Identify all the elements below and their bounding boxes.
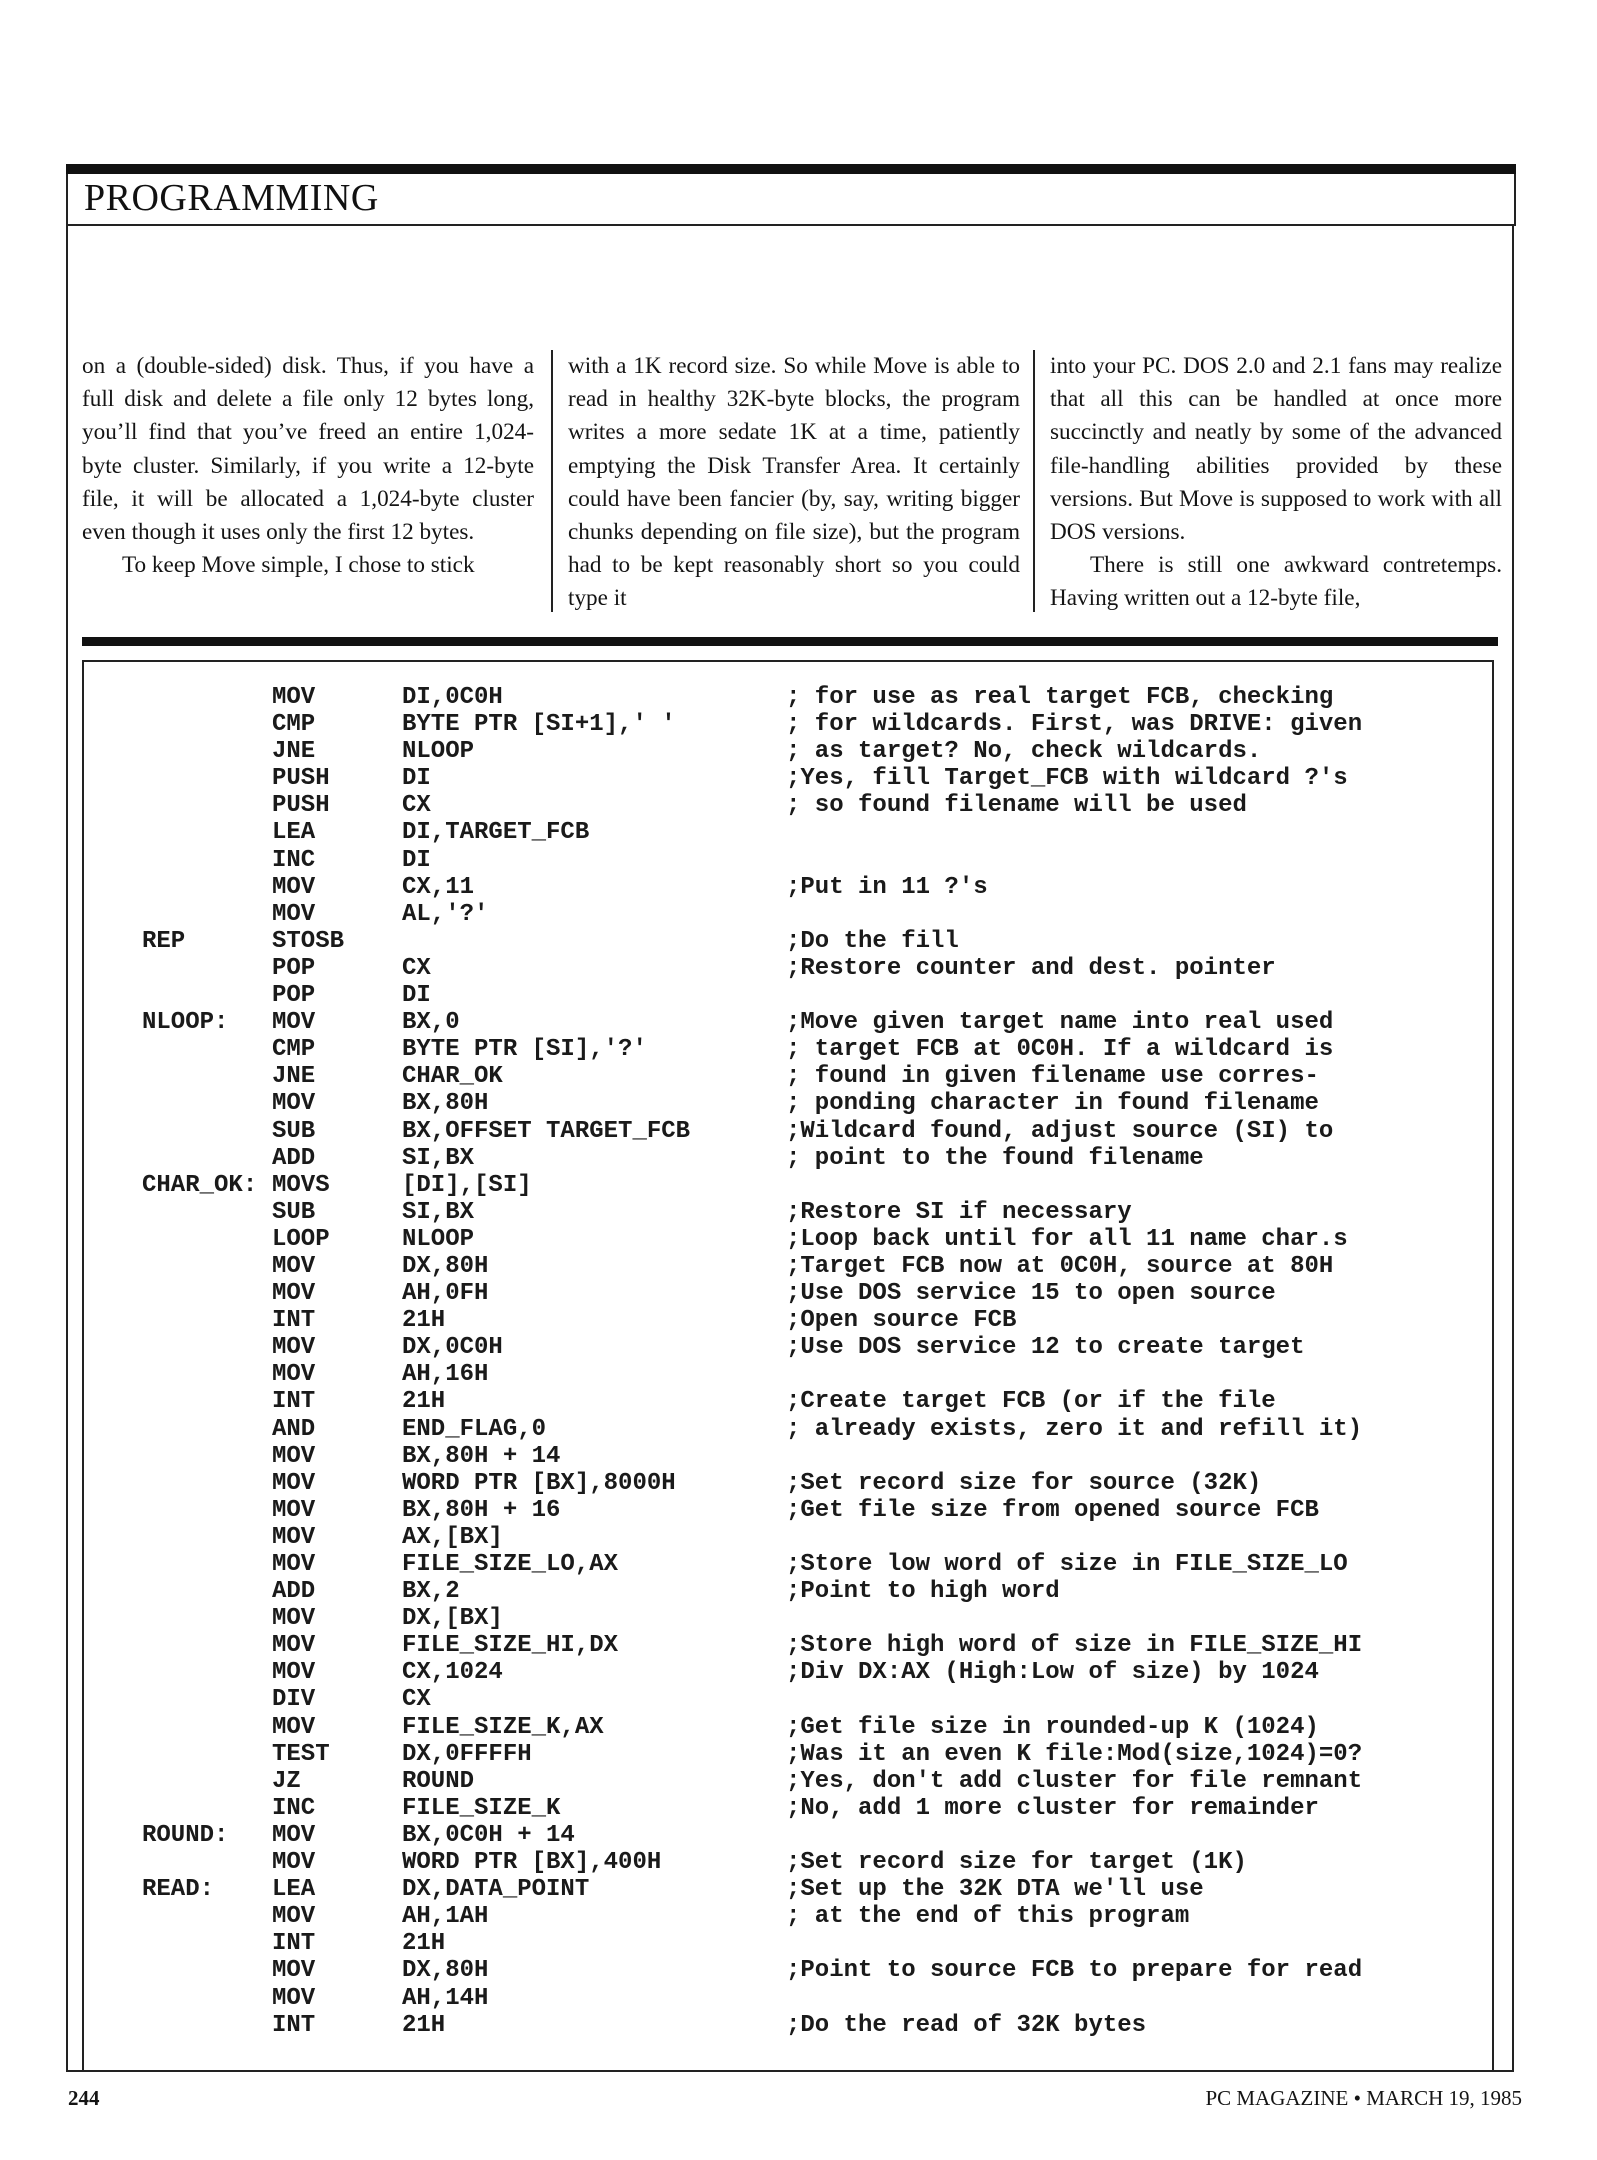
code-operand: AH,1AH	[402, 1903, 489, 1931]
code-operand: DX,[BX]	[402, 1605, 503, 1633]
code-opcode: SUB	[272, 1117, 316, 1145]
publication-footer: PC MAGAZINE • MARCH 19, 1985	[1205, 2086, 1522, 2110]
code-operand: BX,0	[402, 1009, 460, 1037]
code-label	[142, 1795, 272, 1822]
code-comment: ; for wildcards. First, was DRIVE: given	[786, 711, 1363, 739]
code-label	[142, 1524, 272, 1551]
code-label	[142, 1226, 272, 1253]
code-line	[142, 1036, 1482, 1063]
code-comment: ; ponding character in found filename	[786, 1090, 1319, 1118]
column-paragraph: into your PC. DOS 2.0 and 2.1 fans may realize that all this can be handled at once more succinctly and neatly by some of the advanced file-handling abilities provided by these versions. But Move is supposed to work with all DOS versions.	[1050, 353, 1502, 546]
code-comment: ; for use as real target FCB, checking	[786, 684, 1334, 711]
code-operand: BX,2	[402, 1578, 460, 1606]
code-label	[142, 1903, 272, 1930]
code-opcode: MOV	[272, 1821, 316, 1849]
code-opcode: MOV	[272, 1849, 316, 1877]
code-line	[142, 1985, 1482, 2012]
code-line	[142, 1686, 1482, 1713]
code-comment	[786, 1524, 1482, 1551]
code-label	[142, 874, 272, 901]
code-label	[142, 847, 272, 874]
code-comment: ;Store high word of size in FILE_SIZE_HI	[786, 1632, 1363, 1660]
code-comment: ;Use DOS service 15 to open source	[786, 1280, 1276, 1308]
code-opcode: ADD	[272, 1578, 316, 1606]
code-label	[142, 1388, 272, 1415]
code-opcode: MOV	[272, 1605, 316, 1633]
code-comment: ; as target? No, check wildcards.	[786, 738, 1262, 766]
code-label	[142, 1090, 272, 1117]
code-line	[142, 1876, 1482, 1903]
code-comment: ;Move given target name into real used	[786, 1009, 1334, 1037]
code-label: REP	[142, 927, 186, 955]
code-operand: CX,1024	[402, 1659, 503, 1687]
code-opcode: MOV	[272, 1523, 316, 1551]
code-label	[142, 1145, 272, 1172]
code-operand: DI	[402, 765, 431, 793]
code-label	[142, 1957, 272, 1984]
code-line	[142, 2012, 1482, 2039]
code-line	[142, 1524, 1482, 1551]
code-operand: CX	[402, 792, 431, 820]
code-operand: 21H	[402, 1307, 446, 1335]
code-line	[142, 1714, 1482, 1741]
code-label	[142, 765, 272, 792]
code-label	[142, 901, 272, 928]
code-comment	[786, 1443, 1482, 1470]
code-comment: ;Do the read of 32K bytes	[786, 2011, 1147, 2039]
code-operand: 21H	[402, 2011, 446, 2039]
code-opcode: MOV	[272, 1903, 316, 1931]
code-line	[142, 1957, 1482, 1984]
code-comment: ;Target FCB now at 0C0H, source at 80H	[786, 1252, 1334, 1280]
code-line	[142, 982, 1482, 1009]
code-listing-box	[82, 660, 1494, 2072]
code-comment: ;Restore SI if necessary	[786, 1198, 1132, 1226]
code-comment: ; so found filename will be used	[786, 792, 1247, 820]
code-line	[142, 1443, 1482, 1470]
code-opcode: MOVS	[272, 1171, 330, 1199]
code-label	[142, 1036, 272, 1063]
code-line	[142, 1470, 1482, 1497]
code-comment	[786, 1985, 1482, 2012]
code-label	[142, 1307, 272, 1334]
code-operand: SI,BX	[402, 1198, 475, 1226]
code-label	[142, 955, 272, 982]
code-operand: AH,16H	[402, 1361, 489, 1389]
code-line	[142, 1578, 1482, 1605]
code-label: ROUND:	[142, 1821, 229, 1849]
code-opcode: MOV	[272, 1957, 316, 1985]
code-operand: NLOOP	[402, 738, 475, 766]
code-comment	[786, 1686, 1482, 1713]
code-comment: ;Do the fill	[786, 927, 959, 955]
code-operand: DX,DATA_POINT	[402, 1876, 590, 1904]
code-comment: ; already exists, zero it and refill it)	[786, 1415, 1363, 1443]
code-comment: ;Use DOS service 12 to create target	[786, 1334, 1305, 1362]
code-opcode: CMP	[272, 711, 316, 739]
code-comment	[786, 847, 1482, 874]
code-line	[142, 684, 1482, 711]
column-divider-1	[551, 350, 553, 612]
code-operand: AL,'?'	[402, 900, 489, 928]
code-line	[142, 928, 1482, 955]
code-opcode: ADD	[272, 1144, 316, 1172]
code-opcode: INC	[272, 846, 316, 874]
code-operand	[402, 928, 786, 955]
code-comment: ;Yes, don't add cluster for file remnant	[786, 1767, 1363, 1795]
code-comment: ;Wildcard found, adjust source (SI) to	[786, 1117, 1334, 1145]
code-opcode: AND	[272, 1415, 316, 1443]
page-number: 244	[68, 2086, 100, 2110]
code-opcode: MOV	[272, 1984, 316, 2012]
code-comment: ;Create target FCB (or if the file	[786, 1388, 1276, 1416]
code-line	[142, 765, 1482, 792]
code-comment	[786, 1605, 1482, 1632]
column-paragraph: There is still one awkward contretemps. Having written out a 12-byte file,	[1050, 552, 1502, 612]
code-opcode: MOV	[272, 1659, 316, 1687]
code-operand: AX,[BX]	[402, 1523, 503, 1551]
code-comment	[786, 1930, 1482, 1957]
code-opcode: MOV	[272, 1252, 316, 1280]
code-comment	[786, 1361, 1482, 1388]
code-line	[142, 1226, 1482, 1253]
code-opcode: DIV	[272, 1686, 316, 1714]
top-rule	[66, 164, 1516, 174]
code-operand: CX	[402, 954, 431, 982]
code-label	[142, 1253, 272, 1280]
code-comment: ; point to the found filename	[786, 1144, 1204, 1172]
code-operand: CX	[402, 1686, 431, 1714]
code-opcode: JNE	[272, 1063, 316, 1091]
code-opcode: MOV	[272, 900, 316, 928]
code-comment: ;Get file size from opened source FCB	[786, 1496, 1319, 1524]
code-operand: DI	[402, 982, 431, 1010]
code-label	[142, 1118, 272, 1145]
code-label	[142, 1280, 272, 1307]
code-opcode: INT	[272, 2011, 316, 2039]
code-label	[142, 1361, 272, 1388]
code-line	[142, 1768, 1482, 1795]
code-operand: END_FLAG,0	[402, 1415, 547, 1443]
code-operand: NLOOP	[402, 1225, 475, 1253]
code-operand: AH,0FH	[402, 1280, 489, 1308]
code-comment: ;Open source FCB	[786, 1307, 1017, 1335]
code-operand: DI,0C0H	[402, 684, 503, 711]
code-label	[142, 1334, 272, 1361]
code-comment: ;Set record size for source (32K)	[786, 1469, 1262, 1497]
code-line	[142, 1361, 1482, 1388]
code-line	[142, 1090, 1482, 1117]
code-label	[142, 1578, 272, 1605]
code-comment: ;Point to source FCB to prepare for read	[786, 1957, 1363, 1985]
code-opcode: MOV	[272, 1280, 316, 1308]
code-line	[142, 1822, 1482, 1849]
code-opcode: LOOP	[272, 1225, 330, 1253]
code-line	[142, 1118, 1482, 1145]
code-operand: FILE_SIZE_K,AX	[402, 1713, 604, 1741]
code-operand: BX,80H	[402, 1090, 489, 1118]
code-line	[142, 847, 1482, 874]
code-line	[142, 1795, 1482, 1822]
code-line	[142, 1903, 1482, 1930]
code-comment	[786, 819, 1482, 846]
code-opcode: TEST	[272, 1740, 330, 1768]
code-comment: ; at the end of this program	[786, 1903, 1190, 1931]
code-operand: DX,0C0H	[402, 1334, 503, 1362]
code-comment	[786, 1822, 1482, 1849]
code-line	[142, 1253, 1482, 1280]
code-label	[142, 1768, 272, 1795]
code-label	[142, 711, 272, 738]
code-opcode: MOV	[272, 1361, 316, 1389]
code-operand: BX,80H + 16	[402, 1496, 561, 1524]
code-opcode: CMP	[272, 1036, 316, 1064]
code-comment: ;Point to high word	[786, 1578, 1060, 1606]
column-paragraph: with a 1K record size. So while Move is able to read in healthy 32K-byte blocks, the program writes a more sedate 1K at a time, patiently emptying the Disk Transfer Area. It certainly could have been fancier (by, say, writing bigger chunks depending on file size), but the program had to be kept reasonably short so you could type it	[568, 353, 1020, 612]
code-comment	[786, 1172, 1482, 1199]
code-comment: ;Yes, fill Target_FCB with wildcard ?'s	[786, 765, 1348, 793]
code-operand: BX,0C0H + 14	[402, 1821, 575, 1849]
code-line	[142, 1741, 1482, 1768]
code-line	[142, 1659, 1482, 1686]
code-opcode: MOV	[272, 1334, 316, 1362]
frame-right-border	[1512, 226, 1514, 2070]
code-operand: CX,11	[402, 873, 475, 901]
code-opcode: MOV	[272, 1551, 316, 1578]
code-opcode: POP	[272, 954, 316, 982]
code-line	[142, 1551, 1482, 1578]
code-line	[142, 1009, 1482, 1036]
code-label	[142, 1470, 272, 1497]
code-label	[142, 982, 272, 1009]
code-operand: CHAR_OK	[402, 1063, 503, 1091]
code-operand: FILE_SIZE_K	[402, 1794, 561, 1822]
code-label	[142, 1605, 272, 1632]
code-label	[142, 684, 272, 711]
code-opcode: PUSH	[272, 765, 330, 793]
code-label	[142, 1063, 272, 1090]
code-operand: WORD PTR [BX],400H	[402, 1849, 662, 1877]
code-line	[142, 1280, 1482, 1307]
code-label	[142, 1632, 272, 1659]
code-opcode: INC	[272, 1794, 316, 1822]
code-line	[142, 874, 1482, 901]
frame-left-border	[66, 226, 68, 2070]
code-label	[142, 819, 272, 846]
code-opcode: MOV	[272, 1469, 316, 1497]
code-line	[142, 1199, 1482, 1226]
code-line	[142, 1307, 1482, 1334]
code-label	[142, 1497, 272, 1524]
code-comment: ; target FCB at 0C0H. If a wildcard is	[786, 1036, 1334, 1064]
code-label	[142, 1659, 272, 1686]
code-comment: ;Set record size for target (1K)	[786, 1849, 1247, 1877]
section-header	[66, 174, 1516, 226]
code-operand: DI,TARGET_FCB	[402, 819, 590, 847]
code-line	[142, 1334, 1482, 1361]
code-comment: ;Restore counter and dest. pointer	[786, 954, 1276, 982]
code-comment	[786, 982, 1482, 1009]
code-operand: 21H	[402, 1388, 446, 1416]
code-label	[142, 792, 272, 819]
code-opcode: MOV	[272, 684, 316, 711]
code-operand: DX,80H	[402, 1252, 489, 1280]
code-operand: BX,OFFSET TARGET_FCB	[402, 1117, 691, 1145]
code-label	[142, 1930, 272, 1957]
code-comment: ;Loop back until for all 11 name char.s	[786, 1225, 1348, 1253]
code-operand: FILE_SIZE_LO,AX	[402, 1551, 619, 1578]
code-opcode: PUSH	[272, 792, 330, 820]
section-title: PROGRAMMING	[84, 177, 379, 219]
code-opcode: SUB	[272, 1198, 316, 1226]
code-opcode: LEA	[272, 1876, 316, 1904]
code-label	[142, 738, 272, 765]
code-line	[142, 1849, 1482, 1876]
code-operand: BX,80H + 14	[402, 1442, 561, 1470]
code-operand: DX,80H	[402, 1957, 489, 1985]
code-line	[142, 1145, 1482, 1172]
code-line	[142, 1605, 1482, 1632]
code-comment: ;Store low word of size in FILE_SIZE_LO	[786, 1551, 1348, 1578]
code-opcode: MOV	[272, 873, 316, 901]
code-comment: ;Was it an even K file:Mod(size,1024)=0?	[786, 1740, 1363, 1768]
code-operand: 21H	[402, 1930, 446, 1958]
code-label: NLOOP:	[142, 1009, 229, 1037]
code-opcode: MOV	[272, 1632, 316, 1660]
code-opcode: MOV	[272, 1442, 316, 1470]
code-label	[142, 1686, 272, 1713]
code-line	[142, 1632, 1482, 1659]
code-line	[142, 901, 1482, 928]
code-label	[142, 1443, 272, 1470]
code-line	[142, 1416, 1482, 1443]
text-column-2	[568, 350, 1020, 616]
code-label	[142, 1416, 272, 1443]
code-label	[142, 1985, 272, 2012]
code-label	[142, 1741, 272, 1768]
code-operand: BYTE PTR [SI+1],' '	[402, 711, 676, 739]
code-line	[142, 738, 1482, 765]
code-label	[142, 1199, 272, 1226]
column-paragraph: on a (double-sided) disk. Thus, if you have a full disk and delete a file only 12 bytes long, you’ll find that you’ve freed an entire 1,024-byte cluster. Similarly, if you write a 12-byte file, it will be allocated a 1,024-byte cluster even though it uses only the first 12 bytes.	[82, 353, 534, 546]
code-opcode: JZ	[272, 1767, 301, 1795]
code-opcode: STOSB	[272, 927, 345, 955]
code-comment: ;No, add 1 more cluster for remainder	[786, 1794, 1319, 1822]
code-line	[142, 1063, 1482, 1090]
code-line	[142, 819, 1482, 846]
code-opcode: MOV	[272, 1009, 316, 1037]
code-line	[142, 792, 1482, 819]
code-label	[142, 1551, 272, 1578]
text-column-1	[82, 350, 534, 582]
code-line	[142, 1497, 1482, 1524]
column-paragraph: To keep Move simple, I chose to stick	[122, 552, 475, 579]
code-label	[142, 1849, 272, 1876]
code-operand: [DI],[SI]	[402, 1171, 532, 1199]
code-label: READ:	[142, 1876, 215, 1904]
code-comment: ;Put in 11 ?'s	[786, 873, 988, 901]
code-opcode: INT	[272, 1307, 316, 1335]
code-operand: AH,14H	[402, 1984, 489, 2012]
code-operand: WORD PTR [BX],8000H	[402, 1469, 676, 1497]
code-opcode: MOV	[272, 1496, 316, 1524]
code-operand: DX,0FFFFH	[402, 1740, 532, 1768]
code-comment	[786, 901, 1482, 928]
code-comment: ; found in given filename use corres-	[786, 1063, 1319, 1091]
code-operand: SI,BX	[402, 1144, 475, 1172]
code-opcode: MOV	[272, 1090, 316, 1118]
code-listing	[142, 684, 1482, 2039]
code-label	[142, 1714, 272, 1741]
code-opcode: LEA	[272, 819, 316, 847]
code-opcode: INT	[272, 1930, 316, 1958]
text-column-3	[1050, 350, 1502, 616]
code-label	[142, 2012, 272, 2039]
code-operand: FILE_SIZE_HI,DX	[402, 1632, 619, 1660]
code-operand: DI	[402, 846, 431, 874]
code-line	[142, 1172, 1482, 1199]
code-operand: BYTE PTR [SI],'?'	[402, 1036, 647, 1064]
code-opcode: JNE	[272, 738, 316, 766]
code-line	[142, 1930, 1482, 1957]
code-line	[142, 955, 1482, 982]
code-opcode: INT	[272, 1388, 316, 1416]
code-opcode: MOV	[272, 1713, 316, 1741]
code-opcode: POP	[272, 982, 316, 1010]
code-operand: ROUND	[402, 1767, 475, 1795]
code-comment: ;Get file size in rounded-up K (1024)	[786, 1713, 1319, 1741]
code-line	[142, 711, 1482, 738]
code-line	[142, 1388, 1482, 1415]
code-label: CHAR_OK:	[142, 1171, 258, 1199]
code-comment: ;Div DX:AX (High:Low of size) by 1024	[786, 1659, 1319, 1687]
column-divider-2	[1033, 350, 1035, 612]
code-comment: ;Set up the 32K DTA we'll use	[786, 1876, 1204, 1904]
listing-top-rule	[82, 637, 1498, 646]
